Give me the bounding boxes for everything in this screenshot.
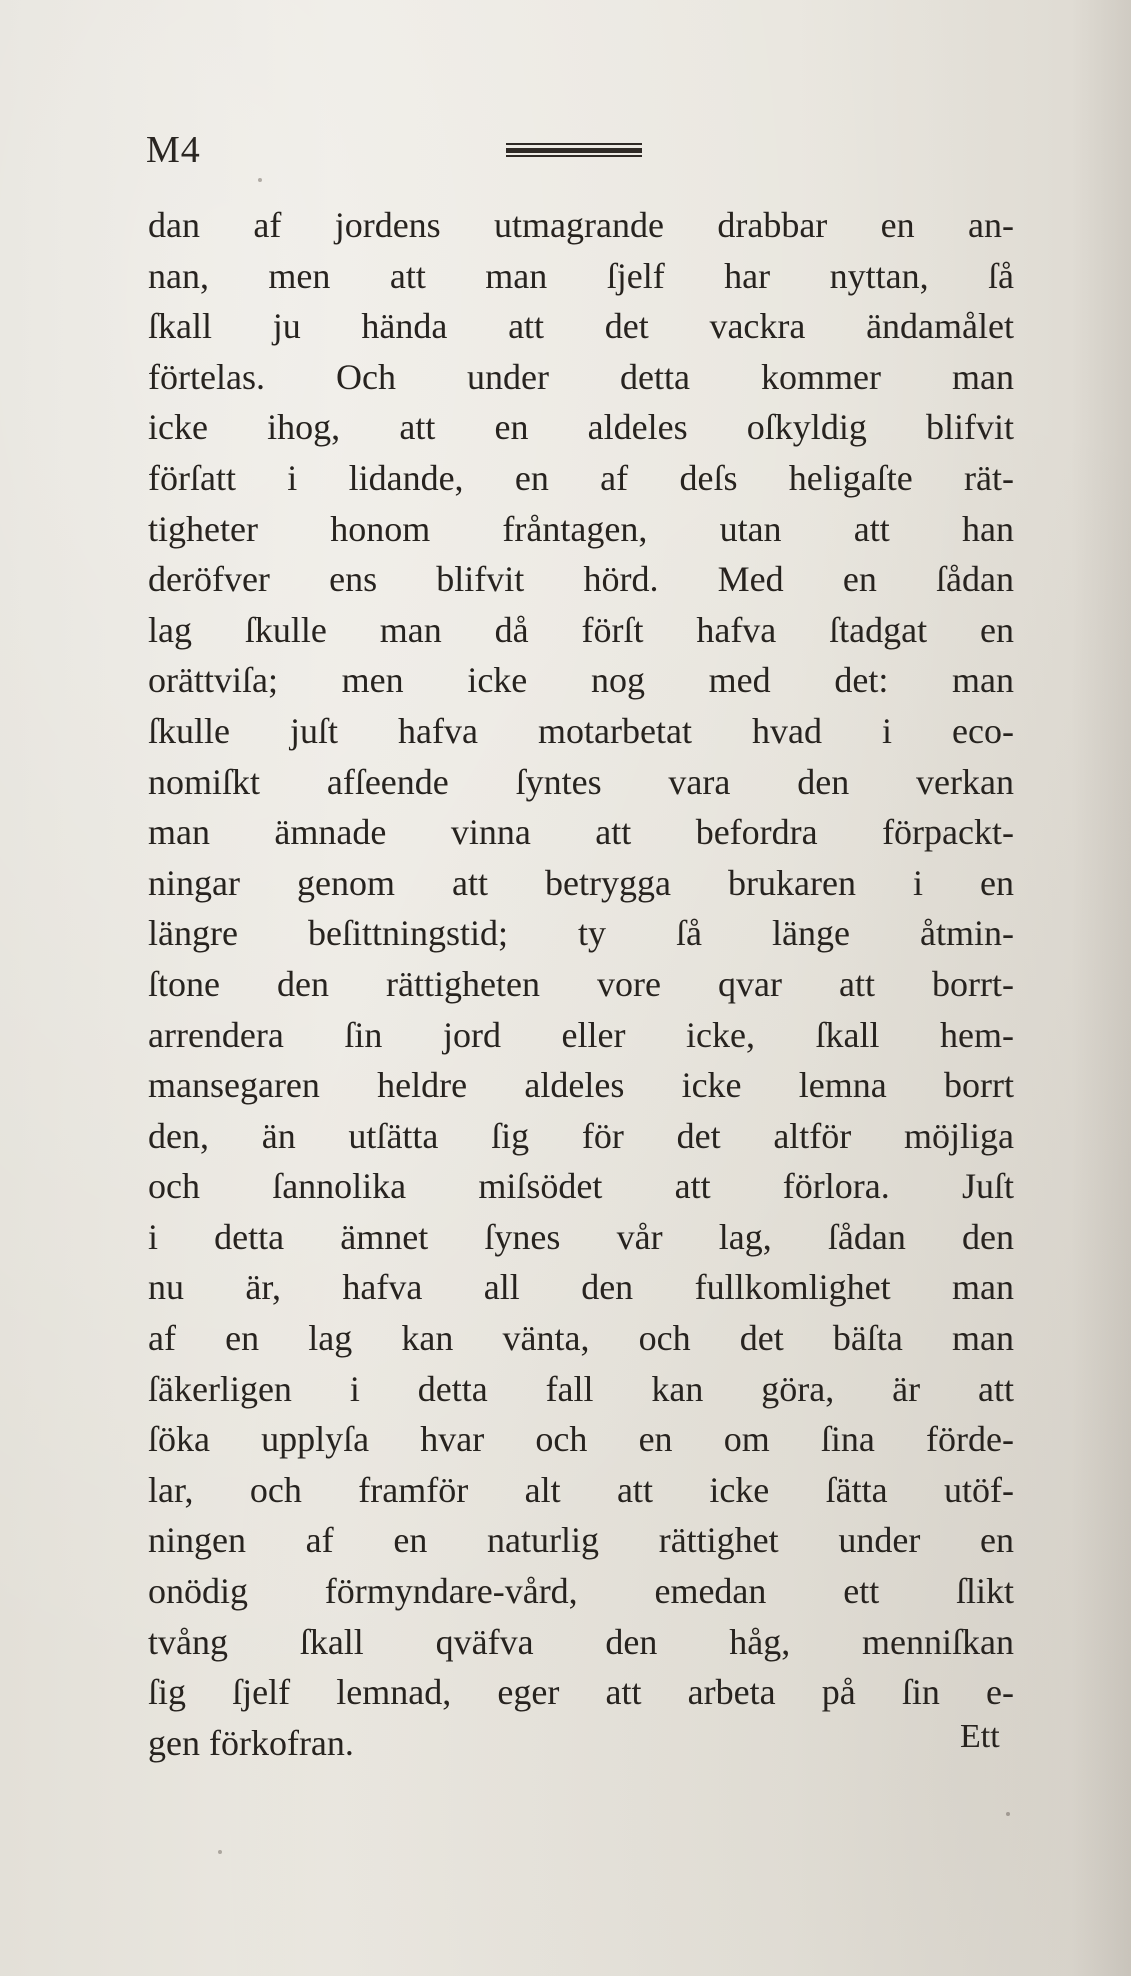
text-line: nomiſkt afſeende ſyntes vara den verkan <box>148 761 1014 802</box>
text-line: och ſannolika miſsödet att förlora. Juſt <box>148 1166 1014 1207</box>
text-line: mansegaren heldre aldeles icke lemna borrt <box>148 1065 1014 1106</box>
page-number: M4 <box>146 129 201 171</box>
text-line: lar, och framför alt att icke ſätta utöf- <box>148 1469 1014 1510</box>
text-line: man ämnade vinna att befordra förpackt- <box>148 812 1014 853</box>
text-line: ſkulle juſt hafva motarbetat hvad i eco- <box>148 710 1014 751</box>
text-line: i detta ämnet ſynes vår lag, ſådan den <box>148 1216 1014 1257</box>
text-line: deröfver ens blifvit hörd. Med en ſådan <box>148 559 1014 600</box>
text-line: icke ihog, att en aldeles oſkyldig blifvit <box>148 407 1014 448</box>
text-line: ſtone den rättigheten vore qvar att borrt- <box>148 963 1014 1004</box>
text-line: gen förkofran. <box>148 1722 354 1763</box>
text-line: onödig förmyndare-vård, emedan ett ſlikt <box>148 1571 1014 1612</box>
text-line: den, än utſätta ſig för det altför möjliga <box>148 1115 1014 1156</box>
text-line: förtelas. Och under detta kommer man <box>148 356 1014 397</box>
text-line: ſöka upplyſa hvar och en om ſina förde- <box>148 1419 1014 1460</box>
paper-speck <box>218 1850 222 1854</box>
text-line: förſatt i lidande, en af deſs heligaſte rät- <box>148 457 1014 498</box>
text-line: tigheter honom fråntagen, utan att han <box>148 508 1014 549</box>
catchword: Ett <box>960 1718 1000 1755</box>
paper-speck <box>1006 1812 1010 1816</box>
text-line: af en lag kan vänta, och det bäſta man <box>148 1318 1014 1359</box>
text-line: nu är, hafva all den fullkomlighet man <box>148 1267 1014 1308</box>
body-text <box>148 200 1014 1768</box>
text-line: nan, men att man ſjelf har nyttan, ſå <box>148 255 1014 296</box>
text-line: orättviſa; men icke nog med det: man <box>148 660 1014 701</box>
text-line: ſkall ju hända att det vackra ändamålet <box>148 306 1014 347</box>
text-line: ningar genom att betrygga brukaren i en <box>148 862 1014 903</box>
text-line: tvång ſkall qväfva den håg, menniſkan <box>148 1621 1014 1662</box>
text-line: lag ſkulle man då förſt hafva ſtadgat en <box>148 609 1014 650</box>
text-line: dan af jordens utmagrande drabbar en an- <box>148 205 1014 245</box>
paper-speck <box>258 178 262 182</box>
text-line: ningen af en naturlig rättighet under en <box>148 1520 1014 1561</box>
text-line: arrendera ſin jord eller icke, ſkall hem- <box>148 1014 1014 1055</box>
page-edge-shadow <box>1071 0 1131 1976</box>
text-line: ſig ſjelf lemnad, eger att arbeta på ſin e- <box>148 1672 1014 1713</box>
text-line: längre beſittningstid; ty ſå länge åtmin- <box>148 913 1014 954</box>
header-rule <box>506 143 642 157</box>
text-line: ſäkerligen i detta fall kan göra, är att <box>148 1368 1014 1409</box>
